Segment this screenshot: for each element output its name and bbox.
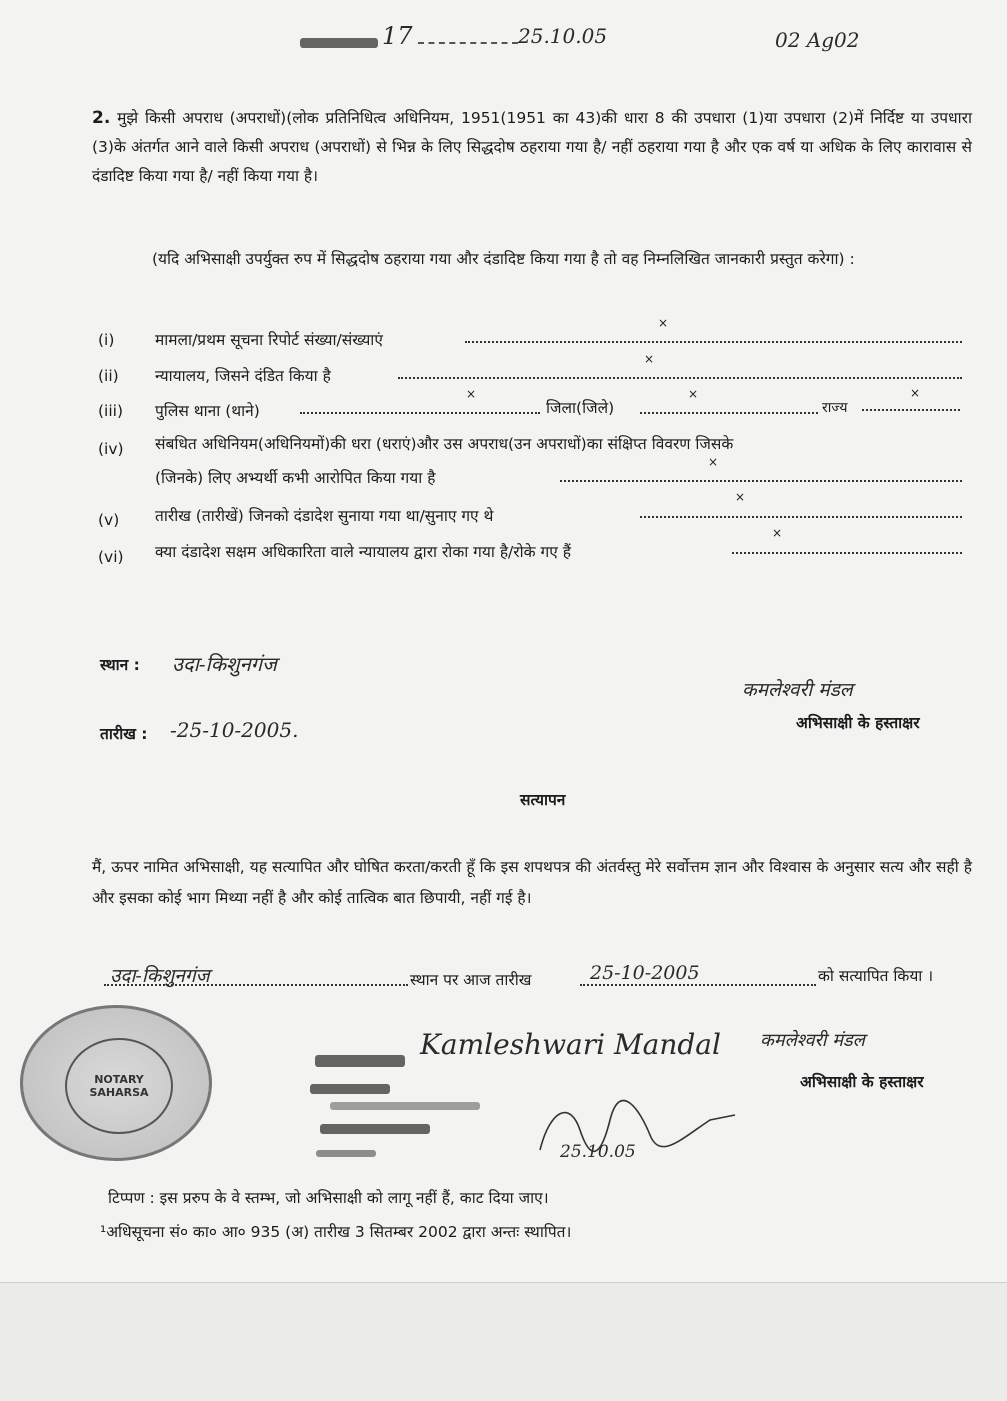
notary-signature-scribble (510, 1090, 750, 1180)
stamp-line-1: NOTARY (94, 1073, 144, 1086)
redaction-mark (330, 1102, 480, 1110)
redaction-mark (310, 1084, 390, 1094)
item-1-label: मामला/प्रथम सूचना रिपोर्ट संख्या/संख्याएं (155, 331, 383, 349)
item-4-fill-line (560, 480, 962, 482)
place-label: स्थान : (100, 656, 140, 674)
page-bottom-edge (0, 1282, 1007, 1401)
item-2-number: (ii) (98, 367, 119, 385)
signature-2-label: अभिसाक्षी के हस्ताक्षर (800, 1073, 924, 1091)
item-4-label-line2: (जिनके) लिए अभ्यर्थी कभी आरोपित किया गया है (155, 469, 436, 487)
item-1-cross: × (658, 316, 669, 330)
item-3-fill-line-3 (862, 409, 960, 411)
verification-title: सत्यापन (520, 791, 566, 809)
header-handwriting-mid: 25.10.05 (518, 24, 608, 48)
paragraph-2-note: (यदि अभिसाक्षी उपर्युक्त रुप में सिद्धदोष ठहराया गया और दंडादिष्ट किया गया है तो वह निम्नलिखित जानकारी प्रस्तुत करेगा) : (152, 250, 855, 268)
signature-1-label: अभिसाक्षी के हस्ताक्षर (796, 714, 920, 732)
verification-place-line (104, 984, 408, 986)
item-5-number: (v) (98, 511, 120, 529)
item-3-label: पुलिस थाना (थाने) (155, 402, 260, 420)
item-3-state-label: राज्य (822, 400, 848, 416)
verification-end-text: को सत्यापित किया । (818, 967, 934, 985)
item-3-cross-2: × (688, 387, 699, 401)
signature-2-english-handwriting: Kamleshwari Mandal (420, 1028, 721, 1061)
notary-stamp-inner (65, 1038, 173, 1134)
verification-date-line (580, 984, 816, 986)
item-5-cross: × (735, 490, 746, 504)
redaction-mark (315, 1055, 405, 1067)
item-5-fill-line (640, 516, 962, 518)
item-5-label: तारीख (तारीखें) जिनको दंडादेश सुनाया गया था/सुनाए गए थे (155, 507, 494, 525)
verification-place-handwriting: उदा-किशुनगंज (110, 965, 210, 987)
item-3-fill-line-2 (640, 412, 818, 414)
item-6-cross: × (772, 526, 783, 540)
redaction-mark (316, 1150, 376, 1157)
signature-2-hindi-handwriting: कमलेश्वरी मंडल (760, 1030, 865, 1051)
item-4-number: (iv) (98, 440, 124, 458)
item-6-label: क्या दंडादेश सक्षम अधिकारिता वाले न्यायालय द्वारा रोका गया है/रोके गए हैं (155, 543, 571, 561)
item-4-cross: × (708, 455, 719, 469)
item-3-number: (iii) (98, 402, 124, 420)
item-2-label: न्यायालय, जिसने दंडित किया है (155, 367, 331, 385)
header-handwriting-left: 17 (382, 22, 413, 50)
stamp-line-2: SAHARSA (89, 1086, 149, 1099)
paragraph-2 (92, 104, 972, 191)
verification-place-text: स्थान पर आज तारीख (410, 971, 532, 989)
item-2-fill-line (398, 377, 962, 379)
paragraph-2-text: मुझे किसी अपराध (अपराधों)(लोक प्रतिनिधित्व अधिनियम, 1951(1951 का 43)की धारा 8 की उपधारा (1)या उपधारा (2)में निर्दिष्ट या उपधारा (3)के अंतर्गत आने वाले किसी अपराध (अपराधों) से भिन्न के लिए सिद्धदोष ठहराया गया है/ नहीं ठहराया गया है और एक वर्ष या अधिक के लिए कारावास से दंडादिष्ट किया गया है/ नहीं किया गया है। (92, 109, 972, 185)
footer-notification: ¹अधिसूचना सं० का० आ० 935 (अ) तारीख 3 सितम्बर 2002 द्वारा अन्तः स्थापित। (100, 1223, 572, 1241)
item-6-number: (vi) (98, 548, 124, 566)
notary-date-handwriting: 25.10.05 (560, 1142, 636, 1162)
verification-text: मैं, ऊपर नामित अभिसाक्षी, यह सत्यापित और घोषित करता/करती हूँ कि इस शपथपत्र की अंतर्वस्तु मेरे सर्वोत्तम ज्ञान और विश्वास के अनुसार सत्य और सही है और इसका कोई भाग मिथ्या नहीं है और कोई तात्विक बात छिपायी, नहीं गई है। (92, 858, 972, 907)
redaction-mark (300, 38, 378, 48)
paragraph-number: 2. (92, 108, 111, 128)
verification-date-handwriting: 25-10-2005 (590, 962, 700, 984)
date-handwriting: -25-10-2005. (170, 718, 299, 742)
item-3-cross-3: × (910, 386, 921, 400)
redaction-mark (320, 1124, 430, 1134)
header-handwriting-right: 02 Ag02 (775, 28, 860, 52)
item-1-fill-line (465, 341, 962, 343)
signature-1-handwriting: कमलेश्वरी मंडल (742, 679, 853, 701)
notary-stamp (20, 1005, 212, 1161)
item-3-cross-1: × (466, 387, 477, 401)
header-dash-line (418, 42, 518, 44)
date-label: तारीख : (100, 725, 148, 743)
item-1-number: (i) (98, 331, 115, 349)
place-handwriting: उदा-किशुनगंज (172, 652, 277, 676)
item-4-label: संबधित अधिनियम(अधिनियमों)की धरा (धराएं)और उस अपराध(उन अपराधों)का संक्षिप्त विवरण जिसके (155, 435, 734, 453)
item-3-fill-line-1 (300, 412, 540, 414)
item-3-district-label: जिला(जिले) (546, 399, 615, 417)
footer-note: टिप्पण : इस प्ररुप के वे स्तम्भ, जो अभिसाक्षी को लागू नहीं हैं, काट दिया जाए। (108, 1189, 549, 1207)
item-6-fill-line (732, 552, 962, 554)
item-2-cross: × (644, 352, 655, 366)
